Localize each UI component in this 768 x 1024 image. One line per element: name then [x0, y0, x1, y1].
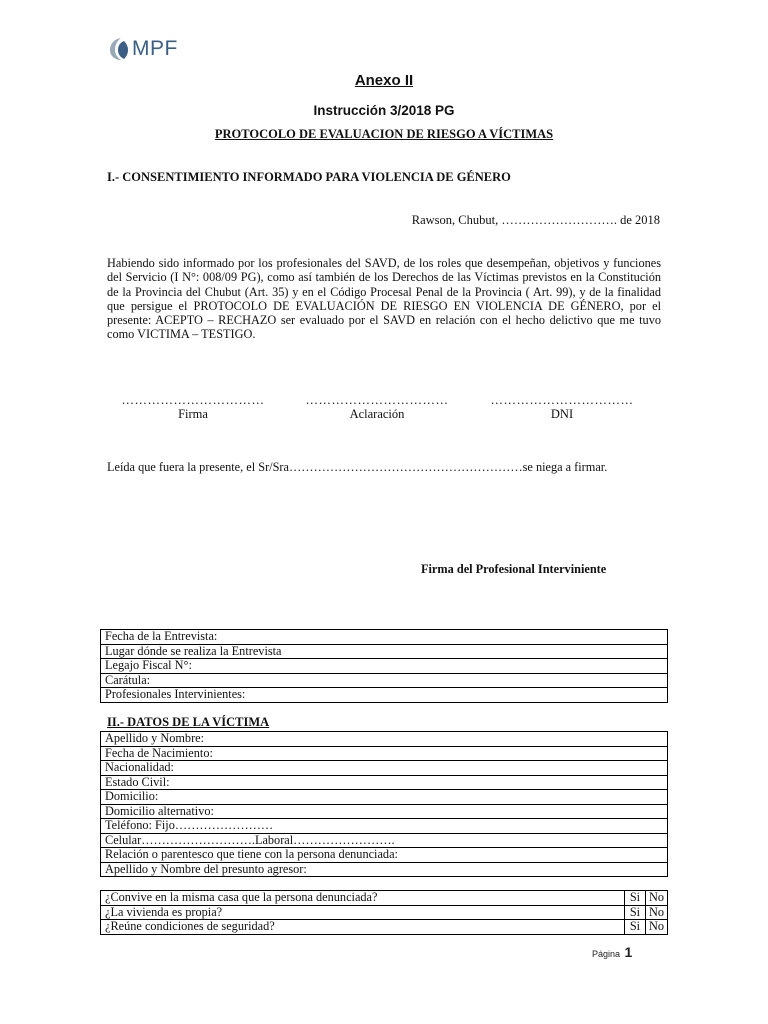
signature-firma [108, 393, 278, 421]
table-row [101, 732, 668, 747]
table-row [101, 673, 668, 688]
table-row [101, 775, 668, 790]
signature-line: …………………………… [121, 393, 265, 407]
yes-cell: Si [624, 891, 645, 906]
section-2-title: II.- DATOS DE LA VÍCTIMA [107, 715, 270, 729]
mpf-logo [108, 36, 178, 62]
signature-label: Firma [178, 407, 208, 421]
signature-label: DNI [550, 407, 574, 421]
table-cell: Teléfono: Fijo…………………… [101, 819, 668, 834]
question-cell: ¿Reúne condiciones de seguridad? [101, 920, 625, 935]
questions-table [100, 890, 668, 935]
table-row [101, 644, 668, 659]
table-row [101, 804, 668, 819]
signature-label: Aclaración [349, 407, 405, 421]
logo-text: MPF [132, 37, 178, 60]
signature-line: …………………………… [305, 393, 449, 407]
question-cell: ¿La vivienda es propia? [101, 905, 625, 920]
refusal-line: Leída que fuera la presente, el Sr/Sra…………………………………………………se niega a firmar. [107, 460, 608, 474]
table-row [101, 630, 668, 645]
table-row [101, 819, 668, 834]
table-cell: Lugar dónde se realiza la Entrevista [101, 644, 668, 659]
table-cell: Domicilio alternativo: [101, 804, 668, 819]
page-number-value: 1 [624, 944, 633, 960]
signature-dni [477, 393, 647, 421]
protocol-title: PROTOCOLO DE EVALUACION DE RIESGO A VÍCTIMAS [214, 127, 554, 141]
signature-aclaracion [292, 393, 462, 421]
interview-table [100, 629, 668, 703]
table-row [101, 688, 668, 703]
table-cell: Apellido y Nombre del presunto agresor: [101, 862, 668, 877]
table-row [101, 746, 668, 761]
yes-cell: Si [624, 920, 645, 935]
table-row [101, 833, 668, 848]
consent-paragraph: Habiendo sido informado por los profesionales del SAVD, de los roles que desempeñan, objetivos y funciones del Servicio (I N°: 008/09 PG), como así también de los Derechos de las Víctimas previstos en la Constitución de la Provincia del Chubut (Art. 35) y en el Código Procesal Penal de la Provincia ( Art. 99), y de la finalidad que persigue el PROTOCOLO DE EVALUACIÓN DE RIESGO EN VIOLENCIA DE GÉNERO, por el presente: ACEPTO – RECHAZO ser evaluado por el SAVD en relación con el hecho delictivo que me tuvo como VICTIMA – TESTIGO. [107, 256, 661, 342]
table-cell: Celular……………………….Laboral……………………. [101, 833, 668, 848]
page-number [592, 944, 632, 960]
table-cell: Legajo Fiscal N°: [101, 659, 668, 674]
table-row [101, 891, 668, 906]
signature-line: …………………………… [490, 393, 634, 407]
table-row [101, 848, 668, 863]
yes-cell: Si [624, 905, 645, 920]
no-cell: No [645, 920, 667, 935]
mpf-logo-icon [108, 36, 130, 62]
table-row [101, 920, 668, 935]
table-cell: Fecha de la Entrevista: [101, 630, 668, 645]
section-1-title: I.- CONSENTIMIENTO INFORMADO PARA VIOLENCIA DE GÉNERO [107, 170, 511, 184]
page-label: Página [592, 949, 621, 959]
table-cell: Fecha de Nacimiento: [101, 746, 668, 761]
table-row [101, 790, 668, 805]
table-cell: Nacionalidad: [101, 761, 668, 776]
table-cell: Estado Civil: [101, 775, 668, 790]
date-line: Rawson, Chubut, ………………………. de 2018 [411, 213, 660, 227]
table-cell: Profesionales Intervinientes: [101, 688, 668, 703]
table-cell: Apellido y Nombre: [101, 732, 668, 747]
table-row [101, 905, 668, 920]
table-row [101, 862, 668, 877]
victim-data-table [100, 731, 668, 877]
question-cell: ¿Convive en la misma casa que la persona denunciada? [101, 891, 625, 906]
no-cell: No [645, 905, 667, 920]
table-row [101, 659, 668, 674]
table-row [101, 761, 668, 776]
instruction-title: Instrucción 3/2018 PG [313, 103, 455, 118]
table-cell: Relación o parentesco que tiene con la persona denunciada: [101, 848, 668, 863]
no-cell: No [645, 891, 667, 906]
professional-signature-label: Firma del Profesional Interviniente [421, 562, 607, 576]
table-cell: Domicilio: [101, 790, 668, 805]
table-cell: Carátula: [101, 673, 668, 688]
annex-title: Anexo II [354, 72, 414, 89]
